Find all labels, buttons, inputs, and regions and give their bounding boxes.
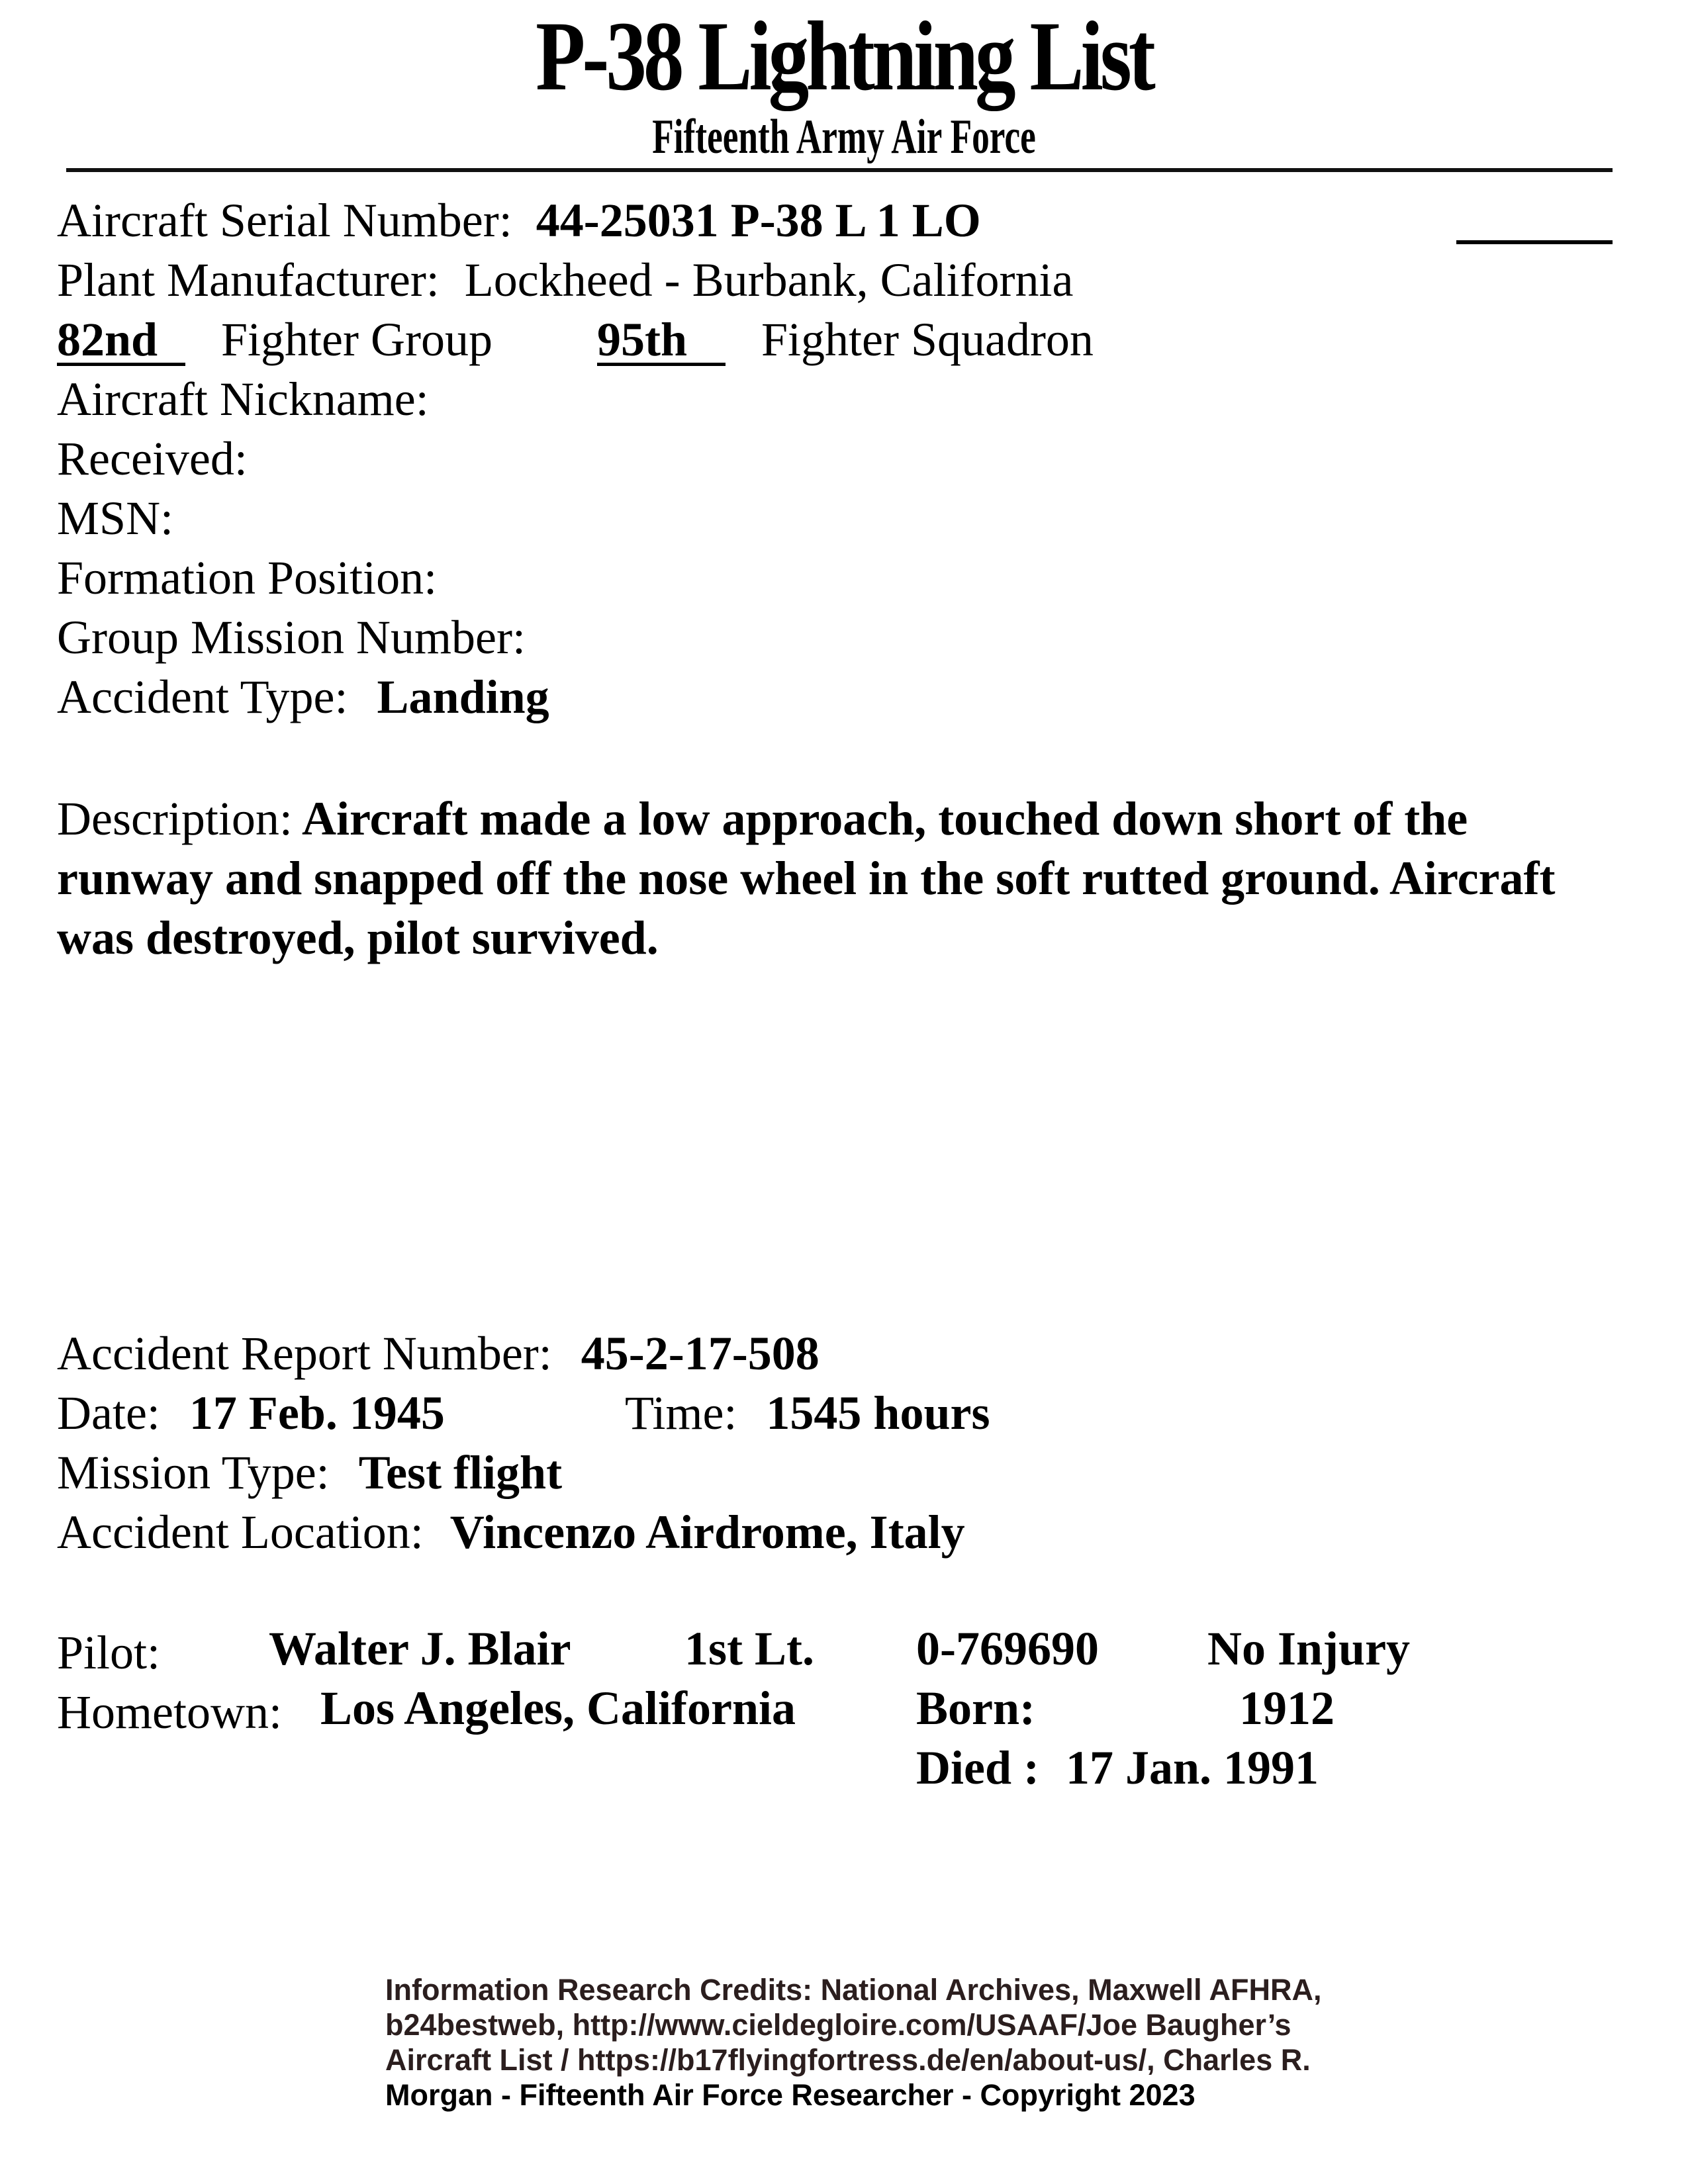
msn-label: MSN:: [57, 492, 174, 545]
description-label: Description:: [57, 792, 293, 845]
received-label: Received:: [57, 432, 248, 485]
page-title: P-38 Lightning List: [536, 1, 1152, 111]
fighter-group-label: Fighter Group: [221, 313, 492, 366]
serial-number-row: [57, 191, 981, 250]
fighter-squadron-label: Fighter Squadron: [761, 313, 1094, 366]
hometown-label: Hometown:: [57, 1686, 282, 1739]
formation-label: Formation Position:: [57, 551, 438, 604]
nickname-row: [57, 369, 429, 429]
credits-line: Information Research Credits: National Archives, Maxwell AFHRA,: [385, 1973, 1322, 2007]
died-label: Died :: [916, 1741, 1039, 1794]
group-mission-row: [57, 608, 526, 667]
mission-type-value: Test flight: [358, 1446, 563, 1499]
hometown-value: Los Angeles, California: [320, 1682, 796, 1735]
pilot-rank: 1st Lt.: [684, 1622, 814, 1675]
report-number-label: Accident Report Number:: [57, 1327, 552, 1380]
mission-type-row: [57, 1443, 562, 1502]
date-value: 17 Feb. 1945: [189, 1387, 445, 1439]
pilot-label: Pilot:: [57, 1626, 161, 1679]
time-value: 1545 hours: [766, 1387, 990, 1439]
research-credits: [385, 1972, 1378, 2113]
received-row: [57, 429, 248, 488]
header-divider: [66, 168, 1613, 172]
accident-type-label: Accident Type:: [57, 670, 348, 723]
description-block: [57, 789, 1632, 968]
group-mission-label: Group Mission Number:: [57, 611, 526, 664]
credits-line: Aircraft List / https://b17flyingfortress.de/en/about-us/, Charles R.: [385, 2043, 1311, 2077]
group-squadron-row: [57, 310, 1094, 369]
date-row: [57, 1383, 445, 1443]
report-number-row: [57, 1324, 820, 1383]
page-subtitle: Fifteenth Army Air Force: [652, 110, 1036, 164]
accident-type-row: [57, 667, 549, 727]
manufacturer-value: Lockheed - Burbank, California: [464, 253, 1074, 306]
location-label: Accident Location:: [57, 1506, 424, 1559]
report-number-value: 45-2-17-508: [581, 1327, 820, 1380]
msn-row: [57, 488, 173, 548]
location-row: [57, 1502, 965, 1562]
credits-line: b24bestweb, http://www.cieldegloire.com/USAAF/Joe Baugher’s: [385, 2008, 1291, 2042]
time-label: Time:: [625, 1387, 737, 1439]
nickname-label: Aircraft Nickname:: [57, 373, 429, 426]
serial-number-value: 44-25031 P-38 L 1 LO: [536, 194, 981, 247]
description-text: Aircraft made a low approach, touched down short of the runway and snapped off the nose wheel in the soft rutted ground. Aircraft was destroyed, pilot survived.: [57, 792, 1556, 964]
manufacturer-row: [57, 250, 1073, 310]
serial-number-label: Aircraft Serial Number:: [57, 194, 512, 247]
pilot-name: Walter J. Blair: [269, 1622, 571, 1675]
born-value: 1912: [1239, 1682, 1335, 1735]
fighter-squadron-value: 95th: [597, 316, 726, 366]
location-value: Vincenzo Airdrome, Italy: [449, 1506, 965, 1559]
date-label: Date:: [57, 1387, 160, 1439]
blank-entry-line: [1456, 240, 1613, 244]
manufacturer-label: Plant Manufacturer:: [57, 253, 440, 306]
pilot-status: No Injury: [1207, 1622, 1411, 1675]
time-row: [625, 1383, 990, 1443]
formation-row: [57, 548, 437, 608]
fighter-group-value: 82nd: [57, 316, 185, 366]
born-label: Born:: [916, 1682, 1035, 1735]
died-row: [916, 1738, 1319, 1797]
pilot-serial: 0-769690: [916, 1622, 1099, 1675]
died-value: 17 Jan. 1991: [1065, 1741, 1319, 1794]
credits-line: Morgan - Fifteenth Air Force Researcher - Copyright 2023: [385, 2078, 1196, 2112]
accident-type-value: Landing: [377, 670, 549, 723]
mission-type-label: Mission Type:: [57, 1446, 330, 1499]
